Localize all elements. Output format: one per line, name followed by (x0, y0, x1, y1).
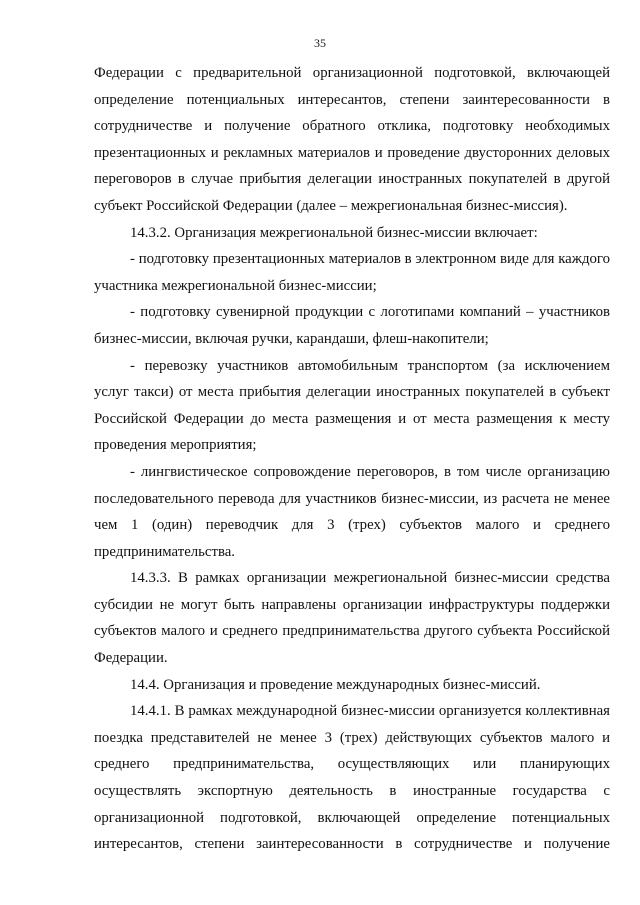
paragraph-14-3-3: 14.3.3. В рамках организации межрегиональной бизнес-миссии средства субсидии не могут быть направлены организации инфраструктуры поддержки субъектов малого и среднего предпринимательства другого субъекта Российской Федерации. (94, 570, 610, 667)
list-item-souvenir-products: - подготовку сувенирной продукции с логотипами компаний – участников бизнес-миссии, включая ручки, карандаши, флеш-накопители; (94, 304, 610, 347)
list-item-linguistic-support: - лингвистическое сопровождение переговоров, в том числе организацию последовательного перевода для участников бизнес-миссии, из расчета не менее чем 1 (один) переводчик для 3 (трех) субъектов малого и среднего предпринимательства. (94, 463, 610, 560)
document-body (94, 60, 610, 858)
paragraph-14-4-1: 14.4.1. В рамках международной бизнес-миссии организуется коллективная поездка представителей не менее 3 (трех) действующих субъектов малого и среднего предпринимательства, осуществляющих или планирующих осуществлять экспортную деятельность в иностранные государства с организационной подготовкой, включающей определение потенциальных интересантов, степени заинтересованности в сотрудничестве и получение (94, 703, 610, 853)
page-number: 35 (314, 36, 326, 50)
paragraph-federation-continuation: Федерации с предварительной организационной подготовкой, включающей определение потенциальных интересантов, степени заинтересованности в сотрудничестве и получение обратного отклика, подготовку необходимых презентационных и рекламных материалов и проведение двусторонних деловых переговоров в случае прибытия делегации иностранных покупателей в другой субъект Российской Федерации (далее – межрегиональная бизнес-миссия). (94, 65, 610, 214)
list-item-presentation-materials: - подготовку презентационных материалов в электронном виде для каждого участника межрегиональной бизнес-миссии; (94, 251, 610, 294)
list-item-transport: - перевозку участников автомобильным транспортом (за исключением услуг такси) от места прибытия делегации иностранных покупателей в субъект Российской Федерации до места размещения и от места размещения к месту проведения мероприятия; (94, 357, 610, 454)
paragraph-14-3-2: 14.3.2. Организация межрегиональной бизнес-миссии включает: (130, 224, 538, 241)
paragraph-14-4: 14.4. Организация и проведение международных бизнес-миссий. (130, 676, 541, 693)
